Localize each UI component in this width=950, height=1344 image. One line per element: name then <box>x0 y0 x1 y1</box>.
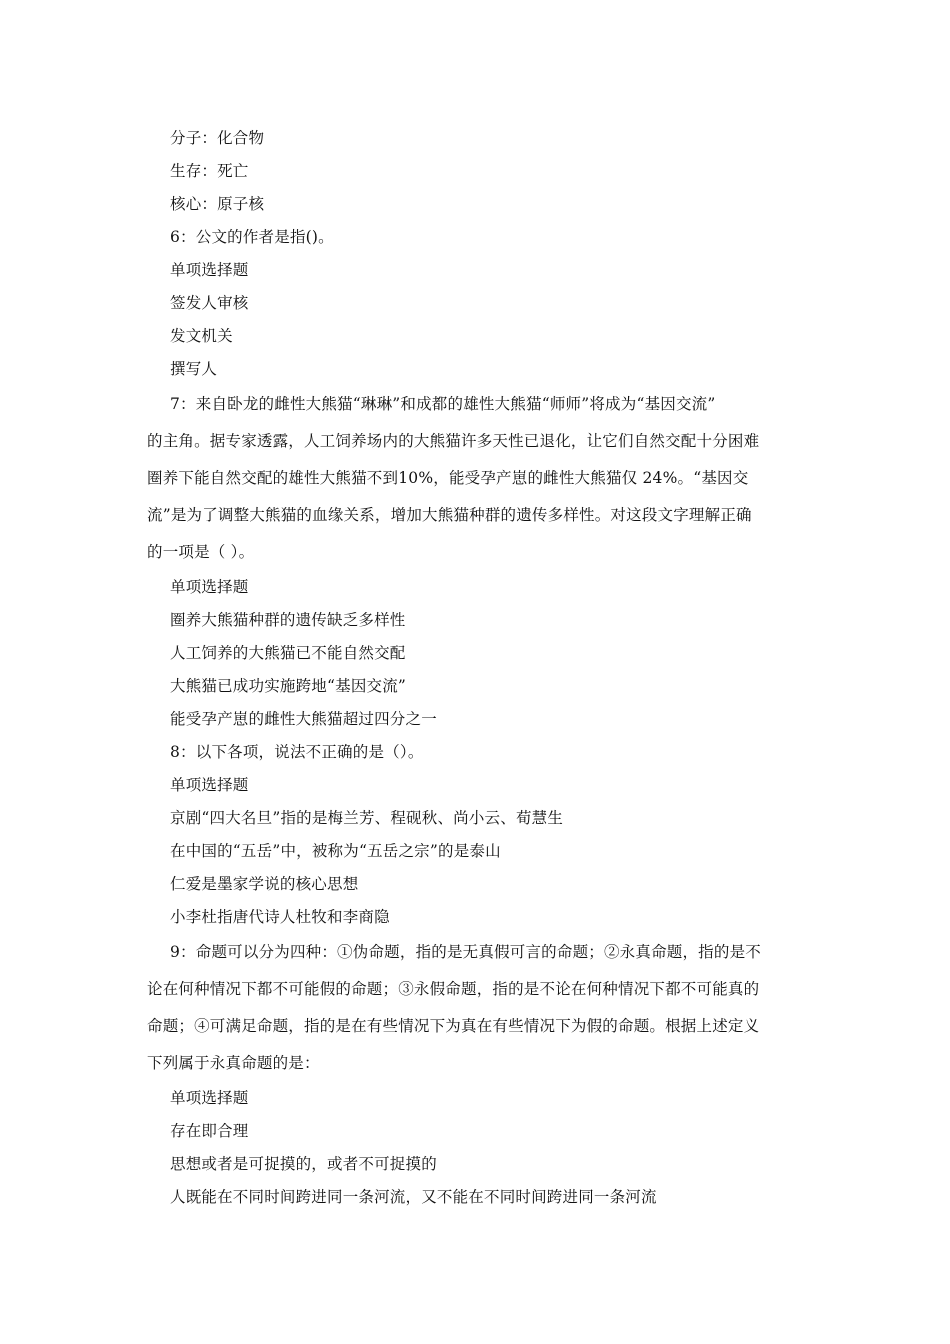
question-9-stem-line: 命题；④可满足命题，指的是在有些情况下为真在有些情况下为假的命题。根据上述定义 <box>147 1017 760 1035</box>
question-9-stem <box>147 934 813 1082</box>
question-8-option: 京剧“四大名旦”指的是梅兰芳、程砚秋、尚小云、荀慧生 <box>170 809 564 827</box>
question-7-stem-line: 的主角。据专家透露，人工饲养场内的大熊猫许多天性已退化，让它们自然交配十分困难 <box>147 432 760 450</box>
question-9-option: 人既能在不同时间跨进同一条河流，又不能在不同时间跨进同一条河流 <box>170 1188 657 1206</box>
question-9-stem-line: 9：命题可以分为四种：①伪命题，指的是无真假可言的命题；②永真命题，指的是不 <box>170 943 761 961</box>
question-9-stem-line: 论在何种情况下都不可能假的命题；③永假命题，指的是不论在何种情况下都不可能真的 <box>147 980 760 998</box>
question-7-stem-line: 圈养下能自然交配的雄性大熊猫不到10%，能受孕产崽的雌性大熊猫仅 24%。“基因交 <box>147 469 749 487</box>
question-8-type: 单项选择题 <box>170 776 249 794</box>
question-8-stem: 8：以下各项，说法不正确的是（）。 <box>170 743 424 761</box>
question-7-type: 单项选择题 <box>170 578 249 596</box>
question-7-option: 圈养大熊猫种群的遗传缺乏多样性 <box>170 611 406 629</box>
question-7-stem-line: 的一项是（ ）。 <box>147 543 255 561</box>
answer-line: 生存：死亡 <box>170 162 249 180</box>
question-7-stem-line: 7：来自卧龙的雌性大熊猫“琳琳”和成都的雄性大熊猫“师师”将成为“基因交流” <box>170 395 716 413</box>
question-6-option: 撰写人 <box>170 360 218 378</box>
question-7-option: 大熊猫已成功实施跨地“基因交流” <box>170 677 407 695</box>
question-7-option: 人工饲养的大熊猫已不能自然交配 <box>170 644 406 662</box>
question-8-option: 仁爱是墨家学说的核心思想 <box>170 875 359 893</box>
question-7-option: 能受孕产崽的雌性大熊猫超过四分之一 <box>170 710 437 728</box>
answer-line: 分子：化合物 <box>170 129 265 147</box>
question-6-option: 签发人审核 <box>170 294 249 312</box>
question-8-option: 在中国的“五岳”中，被称为“五岳之宗”的是泰山 <box>170 842 501 860</box>
question-7-stem-line: 流”是为了调整大熊猫的血缘关系，增加大熊猫种群的遗传多样性。对这段文字理解正确 <box>147 506 752 524</box>
question-8-option: 小李杜指唐代诗人杜牧和李商隐 <box>170 908 390 926</box>
answer-line: 核心：原子核 <box>170 195 265 213</box>
document-content <box>147 122 813 1214</box>
question-6-option: 发文机关 <box>170 327 233 345</box>
question-6-type: 单项选择题 <box>170 261 249 279</box>
question-7-stem <box>147 386 813 571</box>
question-6-stem: 6：公文的作者是指()。 <box>170 228 334 246</box>
question-9-option: 存在即合理 <box>170 1122 249 1140</box>
question-9-option: 思想或者是可捉摸的，或者不可捉摸的 <box>170 1155 437 1173</box>
question-9-type: 单项选择题 <box>170 1089 249 1107</box>
question-9-stem-line: 下列属于永真命题的是： <box>147 1054 320 1072</box>
